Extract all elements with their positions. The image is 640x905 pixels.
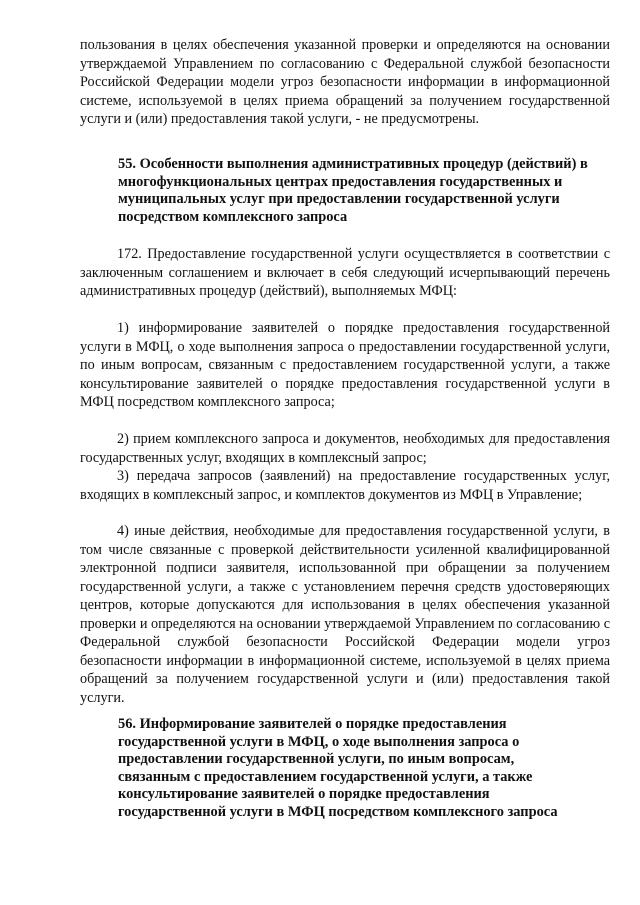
list-item-1: 1) информирование заявителей о порядке предоставления государственной услуги в МФЦ, о ходе выполнения запроса о предоставлении государственной услуги, по иным вопросам, связанным с предоставлением государственной услуги, а также консультирование заявителей о порядке предоставления государственной услуги в МФЦ посредством комплексного запроса; xyxy=(80,320,610,410)
section-heading-56: 56. Информирование заявителей о порядке предоставления государственной услуги в МФЦ, о ходе выполнения запроса о предоставлении государственной услуги, по иным вопросам, связанным с предоставлением государственной услуги, а также консультирование заявителей о порядке предоставления государственной услуги в МФЦ посредством комплексного запроса xyxy=(118,716,558,820)
list-item-3: 3) передача запросов (заявлений) на предоставление государственных услуг, входящих в комплексный запрос, и комплектов документов из МФЦ в Управление; xyxy=(80,468,610,503)
section-heading-55: 55. Особенности выполнения административных процедур (действий) в многофункциональных центрах предоставления государственных и муниципальных услуг при предоставлении государственной услуги посредством комплексного запроса xyxy=(118,156,588,225)
list-item-4: 4) иные действия, необходимые для предоставления государственной услуги, в том числе связанные с проверкой действительности усиленной квалифицированной электронной подписи заявителя, использованной при обращении за получением государственной услуги, а также с установлением перечня средств удостоверяющих центров, которые допускаются для использования в целях обеспечения указанной проверки и определяются на основании утверждаемой Управлением по согласованию с Федеральной службой безопасности Российской Федерации модели угроз безопасности информации в информационной системе, используемой в целях приема обращений за получением государственной услуги и (или) предоставления такой услуги. xyxy=(80,523,610,706)
list-item-2: 2) прием комплексного запроса и документов, необходимых для предоставления государственных услуг, входящих в комплексный запрос; xyxy=(80,431,610,466)
paragraph-172: 172. Предоставление государственной услуги осуществляется в соответствии с заключенным соглашением и включает в себя следующий исчерпывающий перечень административных процедур (действий), выполняемых МФЦ: xyxy=(80,246,610,299)
paragraph-continuation: пользования в целях обеспечения указанной проверки и определяются на основании утверждаемой Управлением по согласованию с Федеральной службой безопасности Российской Федерации модели угроз безопасности информации в информационной системе, используемой в целях приема обращений за получением государственной услуги и (или) предоставления такой услуги, - не предусмотрены. xyxy=(80,37,610,127)
